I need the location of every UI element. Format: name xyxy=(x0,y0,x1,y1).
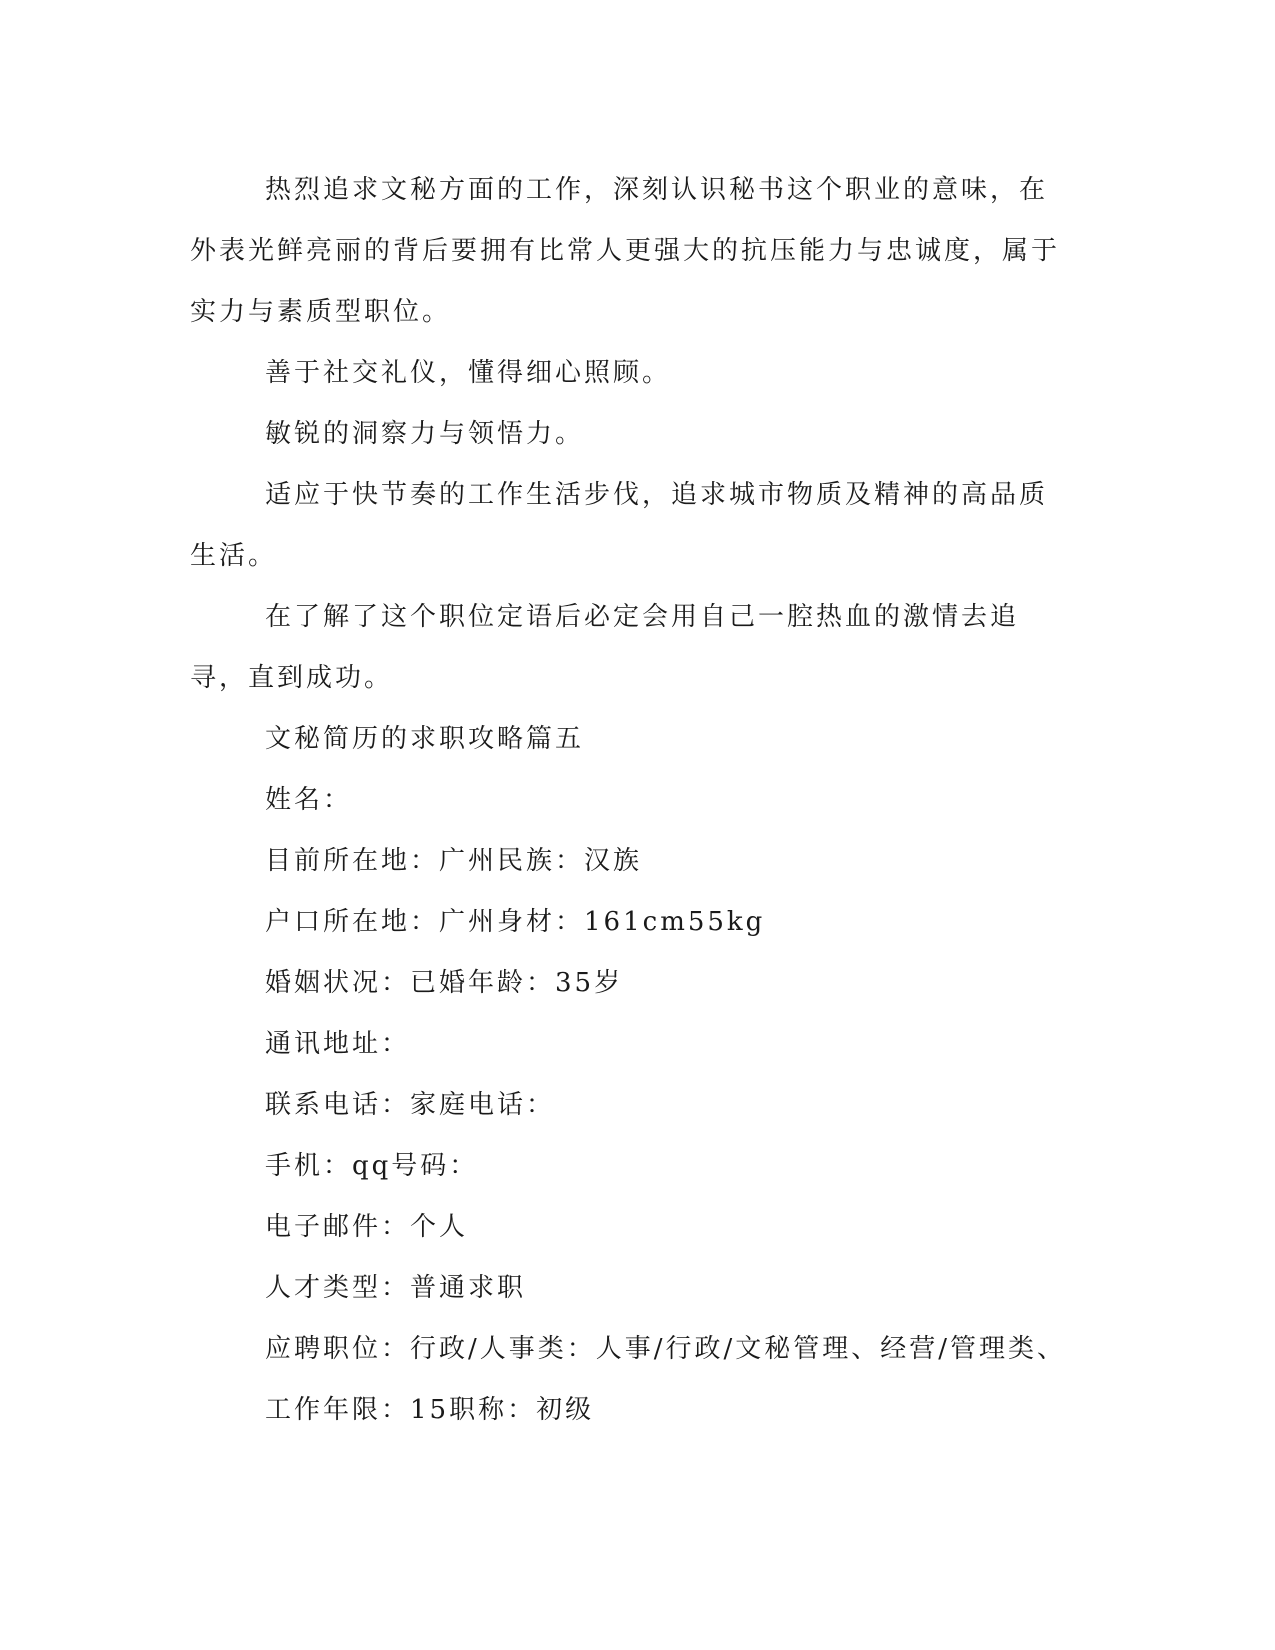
field-mobile-qq: 手机：qq号码： xyxy=(265,1151,479,1181)
field-marital-age: 婚姻状况：已婚年龄：35岁 xyxy=(265,968,624,998)
field-experience-title: 工作年限：15职称：初级 xyxy=(265,1395,595,1425)
field-name: 姓名： xyxy=(265,785,353,815)
field-talent-type: 人才类型：普通求职 xyxy=(265,1273,527,1303)
section-heading: 文秘简历的求职攻略篇五 xyxy=(265,724,585,754)
field-email: 电子邮件：个人 xyxy=(265,1212,469,1242)
field-location-ethnicity: 目前所在地：广州民族：汉族 xyxy=(265,846,643,876)
paragraph-intro: 热烈追求文秘方面的工作，深刻认识秘书这个职业的意味，在外表光鲜亮丽的背后要拥有比常人更强大的抗压能力与忠诚度，属于实力与素质型职位。 xyxy=(190,175,1061,327)
paragraph-insight: 敏锐的洞察力与领悟力。 xyxy=(265,419,585,449)
paragraph-passion: 在了解了这个职位定语后必定会用自己一腔热血的激情去追寻，直到成功。 xyxy=(190,602,1020,693)
field-address: 通讯地址： xyxy=(265,1029,411,1059)
field-hukou-build: 户口所在地：广州身材：161cm55kg xyxy=(265,907,766,937)
field-position: 应聘职位：行政/人事类：人事/行政/文秘管理、经营/管理类、 xyxy=(265,1334,1067,1364)
paragraph-pace: 适应于快节奏的工作生活步伐，追求城市物质及精神的高品质生活。 xyxy=(190,480,1049,571)
field-phone: 联系电话：家庭电话： xyxy=(265,1090,556,1120)
document-body xyxy=(190,160,1075,1441)
paragraph-social-etiquette: 善于社交礼仪，懂得细心照顾。 xyxy=(265,358,672,388)
